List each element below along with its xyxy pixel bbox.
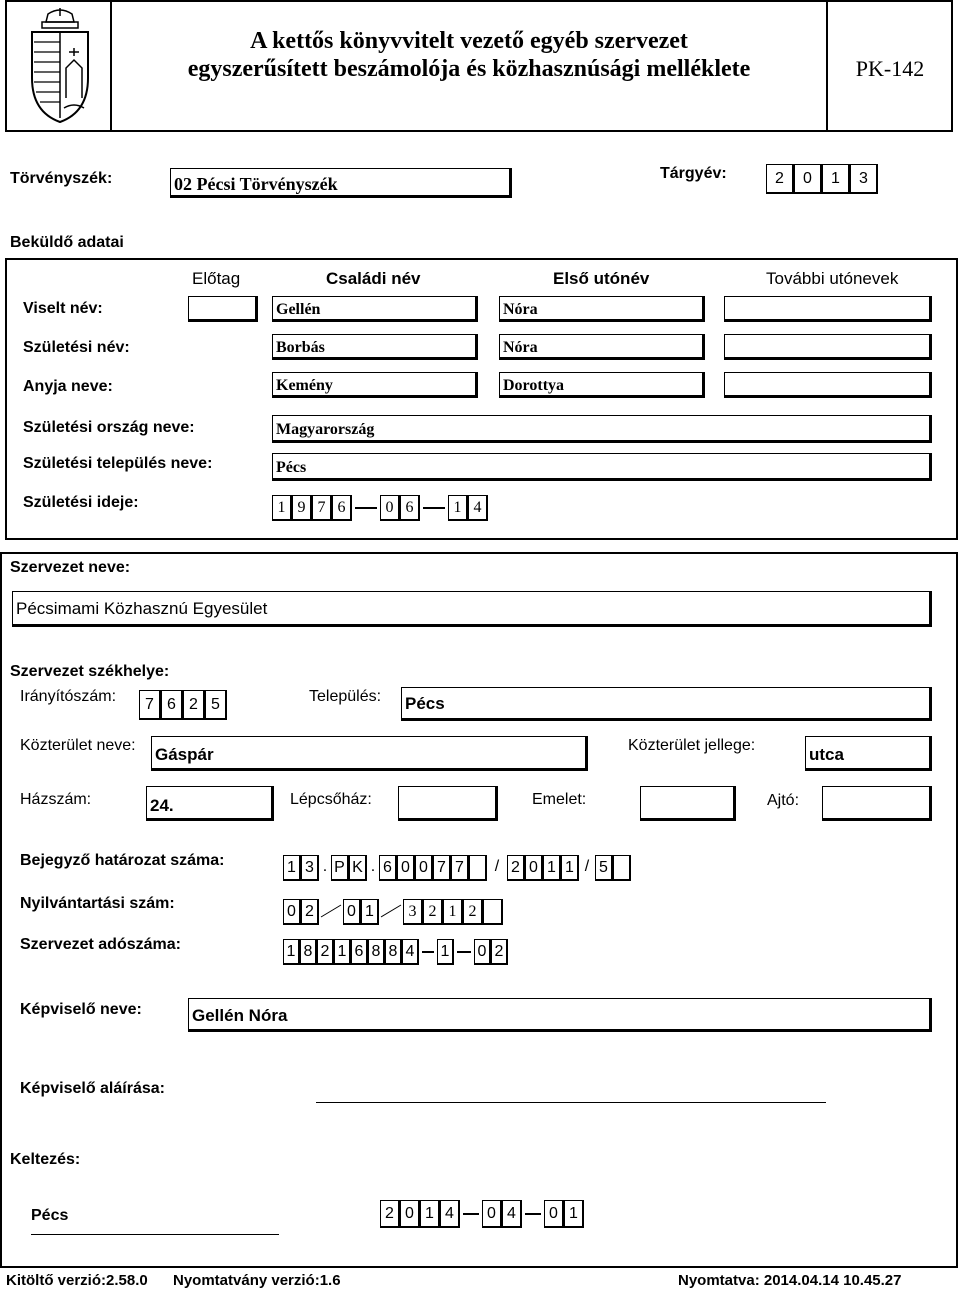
court-field[interactable]: 02 Pécsi Törvényszék (170, 168, 512, 198)
digit-cell: 6 (161, 690, 183, 720)
birth-city-label: Születési település neve: (23, 455, 213, 472)
digit-cell: 8 (300, 939, 317, 965)
used-name-prefix-field[interactable] (188, 296, 258, 322)
digit-cell: 0 (482, 1200, 502, 1228)
stair-label: Lépcsőház: (290, 791, 372, 808)
reg-decision-label: Bejegyző határozat száma: (20, 852, 225, 869)
street-label: Közterület neve: (20, 737, 136, 754)
tax-field[interactable] (283, 939, 508, 965)
dot-separator: . (322, 858, 328, 875)
used-name-family-field[interactable]: Gellén (272, 296, 478, 322)
place-line (31, 1234, 279, 1235)
used-name-first-field[interactable]: Nóra (499, 296, 705, 322)
col-header-family: Családi név (326, 269, 421, 288)
digit-cell: 2 (507, 855, 525, 881)
zip-label: Irányítószám: (20, 688, 117, 705)
digit-cell: 2 (491, 939, 508, 965)
org-name-field[interactable]: Pécsimami Közhasznú Egyesület (12, 591, 932, 627)
digit-cell: 6 (351, 939, 368, 965)
dot-separator: . (370, 858, 376, 875)
house-field[interactable]: 24. (146, 786, 274, 821)
digit-cell: 2 (463, 899, 483, 925)
street-type-field[interactable]: utca (805, 736, 932, 771)
digit-cell: 2 (380, 1200, 400, 1228)
digit-cell: 7 (433, 855, 451, 881)
digit-cell: 1 (564, 1200, 584, 1228)
digit-cell: 1 (561, 855, 579, 881)
digit-cell: 4 (468, 495, 488, 521)
digit-cell: 0 (400, 1200, 420, 1228)
digit-cell: 1 (443, 899, 463, 925)
filler-version: Kitöltő verzió:2.58.0 (6, 1272, 148, 1289)
street-type-label: Közterület jellege: (628, 737, 756, 754)
digit-cell: 0 (794, 164, 822, 194)
digit-cell: 3 (403, 899, 423, 925)
digit-cell: 2 (183, 690, 205, 720)
col-header-other: További utónevek (766, 269, 899, 288)
sender-section-title: Beküldő adatai (10, 234, 124, 251)
birth-name-other-field[interactable] (724, 334, 932, 360)
org-seat-label: Szervezet székhelye: (10, 663, 170, 680)
slash-separator (379, 899, 403, 925)
col-header-prefix: Előtag (192, 269, 241, 288)
form-version: Nyomtatvány verzió:1.6 (173, 1272, 341, 1289)
digit-cell: 3 (301, 855, 319, 881)
digit-cell: 2 (317, 939, 334, 965)
digit-cell: 1 (822, 164, 850, 194)
birth-name-label: Születési név: (23, 339, 130, 356)
birth-country-label: Születési ország neve: (23, 419, 195, 436)
rep-name-field[interactable]: Gellén Nóra (188, 998, 932, 1032)
digit-cell: 4 (440, 1200, 460, 1228)
form-title-line2: egyszerűsített beszámolója és közhasznúsági melléklete (187, 56, 751, 82)
record-field[interactable] (283, 899, 503, 925)
birth-country-field[interactable]: Magyarország (272, 415, 932, 443)
org-name-label: Szervezet neve: (10, 559, 131, 576)
form-code: PK-142 (855, 56, 925, 81)
digit-cell: P (331, 855, 349, 881)
digit-cell: 2 (766, 164, 794, 194)
year-field[interactable] (766, 164, 878, 194)
record-label: Nyilvántartási szám: (20, 895, 175, 912)
digit-cell: 1 (543, 855, 561, 881)
digit-cell: 5 (595, 855, 613, 881)
city-field[interactable]: Pécs (401, 687, 932, 721)
slash-separator (319, 899, 343, 925)
birth-date-label: Születési ideje: (23, 494, 139, 511)
digit-cell: 0 (283, 899, 301, 925)
form-title-line1: A kettős könyvvitelt vezető egyéb szervezet (250, 28, 688, 54)
digit-cell: 7 (139, 690, 161, 720)
used-name-other-field[interactable] (724, 296, 932, 322)
coat-of-arms-icon (24, 8, 96, 126)
door-field[interactable] (822, 786, 932, 821)
date-dash (423, 507, 445, 509)
digit-cell: 1 (272, 495, 292, 521)
digit-cell: 5 (205, 690, 227, 720)
digit-cell: 0 (474, 939, 491, 965)
mother-name-label: Anyja neve: (23, 378, 113, 395)
city-label: Település: (309, 688, 382, 705)
stair-field[interactable] (398, 786, 498, 821)
digit-cell (483, 899, 503, 925)
door-label: Ajtó: (767, 792, 800, 809)
digit-cell (613, 855, 631, 881)
digit-cell: 4 (502, 1200, 522, 1228)
year-label: Tárgyév: (660, 165, 727, 182)
digit-cell: 4 (402, 939, 419, 965)
slash-separator: / (584, 858, 590, 875)
date-dash (525, 1213, 541, 1215)
digit-cell: 1 (361, 899, 379, 925)
reg-decision-field[interactable] (283, 855, 631, 881)
digit-cell: 7 (312, 495, 332, 521)
floor-field[interactable] (640, 786, 736, 821)
digit-cell: 1 (437, 939, 454, 965)
dating-place: Pécs (31, 1207, 69, 1224)
digit-cell: 0 (415, 855, 433, 881)
birth-city-field[interactable]: Pécs (272, 453, 932, 481)
digit-cell: 0 (397, 855, 415, 881)
dating-date-field[interactable] (380, 1200, 584, 1228)
digit-cell: 2 (301, 899, 319, 925)
digit-cell: 6 (379, 855, 397, 881)
date-dash (355, 507, 377, 509)
rep-sign-label: Képviselő aláírása: (20, 1080, 165, 1097)
birth-name-first-field[interactable]: Nóra (499, 334, 705, 360)
digit-cell (469, 855, 487, 881)
used-name-label: Viselt név: (23, 300, 103, 317)
house-label: Házszám: (20, 791, 92, 808)
tax-dash (422, 951, 434, 953)
digit-cell: 6 (400, 495, 420, 521)
digit-cell: 1 (283, 939, 300, 965)
mother-name-other-field[interactable] (724, 372, 932, 398)
col-header-first: Első utónév (553, 269, 650, 288)
rep-name-label: Képviselő neve: (20, 1001, 142, 1018)
digit-cell: 3 (850, 164, 878, 194)
digit-cell: 7 (451, 855, 469, 881)
mother-name-first-field[interactable]: Dorottya (499, 372, 705, 398)
digit-cell: 1 (283, 855, 301, 881)
dating-label: Keltezés: (10, 1151, 81, 1168)
street-field[interactable]: Gáspár (151, 736, 588, 771)
digit-cell: 0 (525, 855, 543, 881)
floor-label: Emelet: (532, 791, 587, 808)
tax-label: Szervezet adószáma: (20, 936, 181, 953)
signature-line[interactable] (316, 1102, 826, 1103)
zip-field[interactable] (139, 690, 227, 720)
digit-cell: 8 (385, 939, 402, 965)
digit-cell: 0 (380, 495, 400, 521)
date-dash (463, 1213, 479, 1215)
digit-cell: 0 (544, 1200, 564, 1228)
digit-cell: 9 (292, 495, 312, 521)
tax-dash (457, 951, 471, 953)
birth-name-family-field[interactable]: Borbás (272, 334, 478, 360)
digit-cell: 1 (420, 1200, 440, 1228)
printed-timestamp: Nyomtatva: 2014.04.14 10.45.27 (678, 1272, 902, 1289)
court-label: Törvényszék: (10, 170, 113, 187)
digit-cell: 1 (334, 939, 351, 965)
birth-date-field[interactable] (272, 495, 488, 521)
mother-name-family-field[interactable]: Kemény (272, 372, 478, 398)
slash-separator: / (494, 858, 500, 875)
digit-cell: 0 (343, 899, 361, 925)
digit-cell: 8 (368, 939, 385, 965)
digit-cell: 2 (423, 899, 443, 925)
digit-cell: K (349, 855, 367, 881)
digit-cell: 1 (448, 495, 468, 521)
digit-cell: 6 (332, 495, 352, 521)
